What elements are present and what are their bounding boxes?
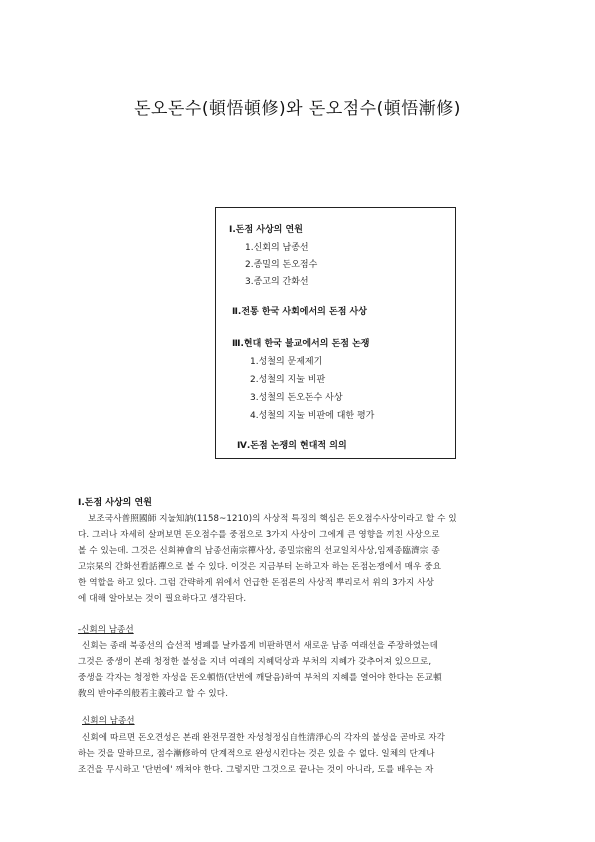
- toc-item: 3.성철의 돈오돈수 사상: [250, 393, 343, 403]
- paragraph-line: 조건을 무시하고 '단번에' 깨쳐야 한다. 그렇지만 그것으로 끝나는 것이 아니라, 도를 배우는 자: [78, 765, 434, 775]
- table-of-contents-box: [215, 207, 456, 459]
- paragraph-line: 한 역할을 하고 있다. 그럼 간략하게 위에서 언급한 돈점론의 사상적 뿌리로서 위의 3가지 사상: [78, 578, 435, 588]
- document-title: 돈오돈수(頓悟頓修)와 돈오점수(頓悟漸修): [134, 99, 461, 119]
- subsection-heading: -신회의 남종선: [78, 625, 134, 635]
- toc-section-heading: Ⅰ.돈점 사상의 연원: [229, 225, 303, 235]
- paragraph-line: 볼 수 있는데. 그것은 신회神會의 남종선南宗禪사상, 종밀宗密의 선교일치사상,임제종臨濟宗 종: [78, 546, 440, 556]
- toc-item: 1.신회의 남종선: [245, 243, 309, 253]
- paragraph-line: 하는 것을 말하므로, 점수漸修하여 단계적으로 완성시킨다는 것은 있을 수 없다. 일체의 단계나: [78, 749, 435, 759]
- paragraph-line: 신회는 종래 북종선의 습선적 병폐를 날카롭게 비판하면서 새로운 남종 여래선을 주장하였는데: [82, 641, 438, 651]
- toc-section-heading: Ⅳ.돈점 논쟁의 현대적 의의: [237, 441, 347, 451]
- toc-item: 1.성철의 문제제기: [250, 357, 323, 367]
- toc-item: 2.종밀의 돈오점수: [245, 260, 318, 270]
- paragraph-line: 그것은 중생이 본래 청정한 불성을 지녀 여래의 지혜덕상과 부처의 지혜가 갖추어져 있으므로,: [78, 657, 432, 667]
- paragraph-line: 敎의 반야주의般若主義라고 할 수 있다.: [78, 689, 229, 699]
- paragraph-line: 다. 그러나 자세히 살펴보면 돈오점수를 중점으로 3가지 사상이 그에게 큰 영향을 끼친 사상으로: [78, 530, 440, 540]
- toc-item: 3.종고의 간화선: [245, 277, 309, 287]
- toc-section-heading: Ⅱ.전통 한국 사회에서의 돈점 사상: [232, 307, 367, 317]
- paragraph-line: 고宗杲의 간화선看話禪으로 볼 수 있다. 이것은 지금부터 논하고자 하는 돈점논쟁에서 매우 중요: [78, 562, 442, 572]
- toc-item: 4.성철의 지눌 비판에 대한 평가: [250, 411, 375, 421]
- subsection-heading: 신회의 남종선: [82, 716, 135, 726]
- paragraph-line: 중생을 각자는 청정한 자성을 돈오頓悟(단번에 깨달음)하여 부처의 지혜를 열어야 한다는 돈교頓: [78, 673, 442, 683]
- toc-section-heading: Ⅲ.현대 한국 불교에서의 돈점 논쟁: [232, 339, 370, 349]
- paragraph-line: 신회에 따르면 돈오견성은 본래 완전무결한 자성청정심自性淸淨心의 각자의 불성을 곧바로 자각: [82, 733, 446, 743]
- toc-item: 2.성철의 지눌 비판: [250, 375, 326, 385]
- section-heading: Ⅰ.돈점 사상의 연원: [78, 498, 152, 508]
- paragraph-line: 보조국사普照國師 지눌知訥(1158~1210)의 사상적 특징의 핵심은 돈오점수사상이라고 할 수 있: [88, 514, 457, 524]
- paragraph-line: 에 대해 알아보는 것이 필요하다고 생각된다.: [78, 594, 247, 604]
